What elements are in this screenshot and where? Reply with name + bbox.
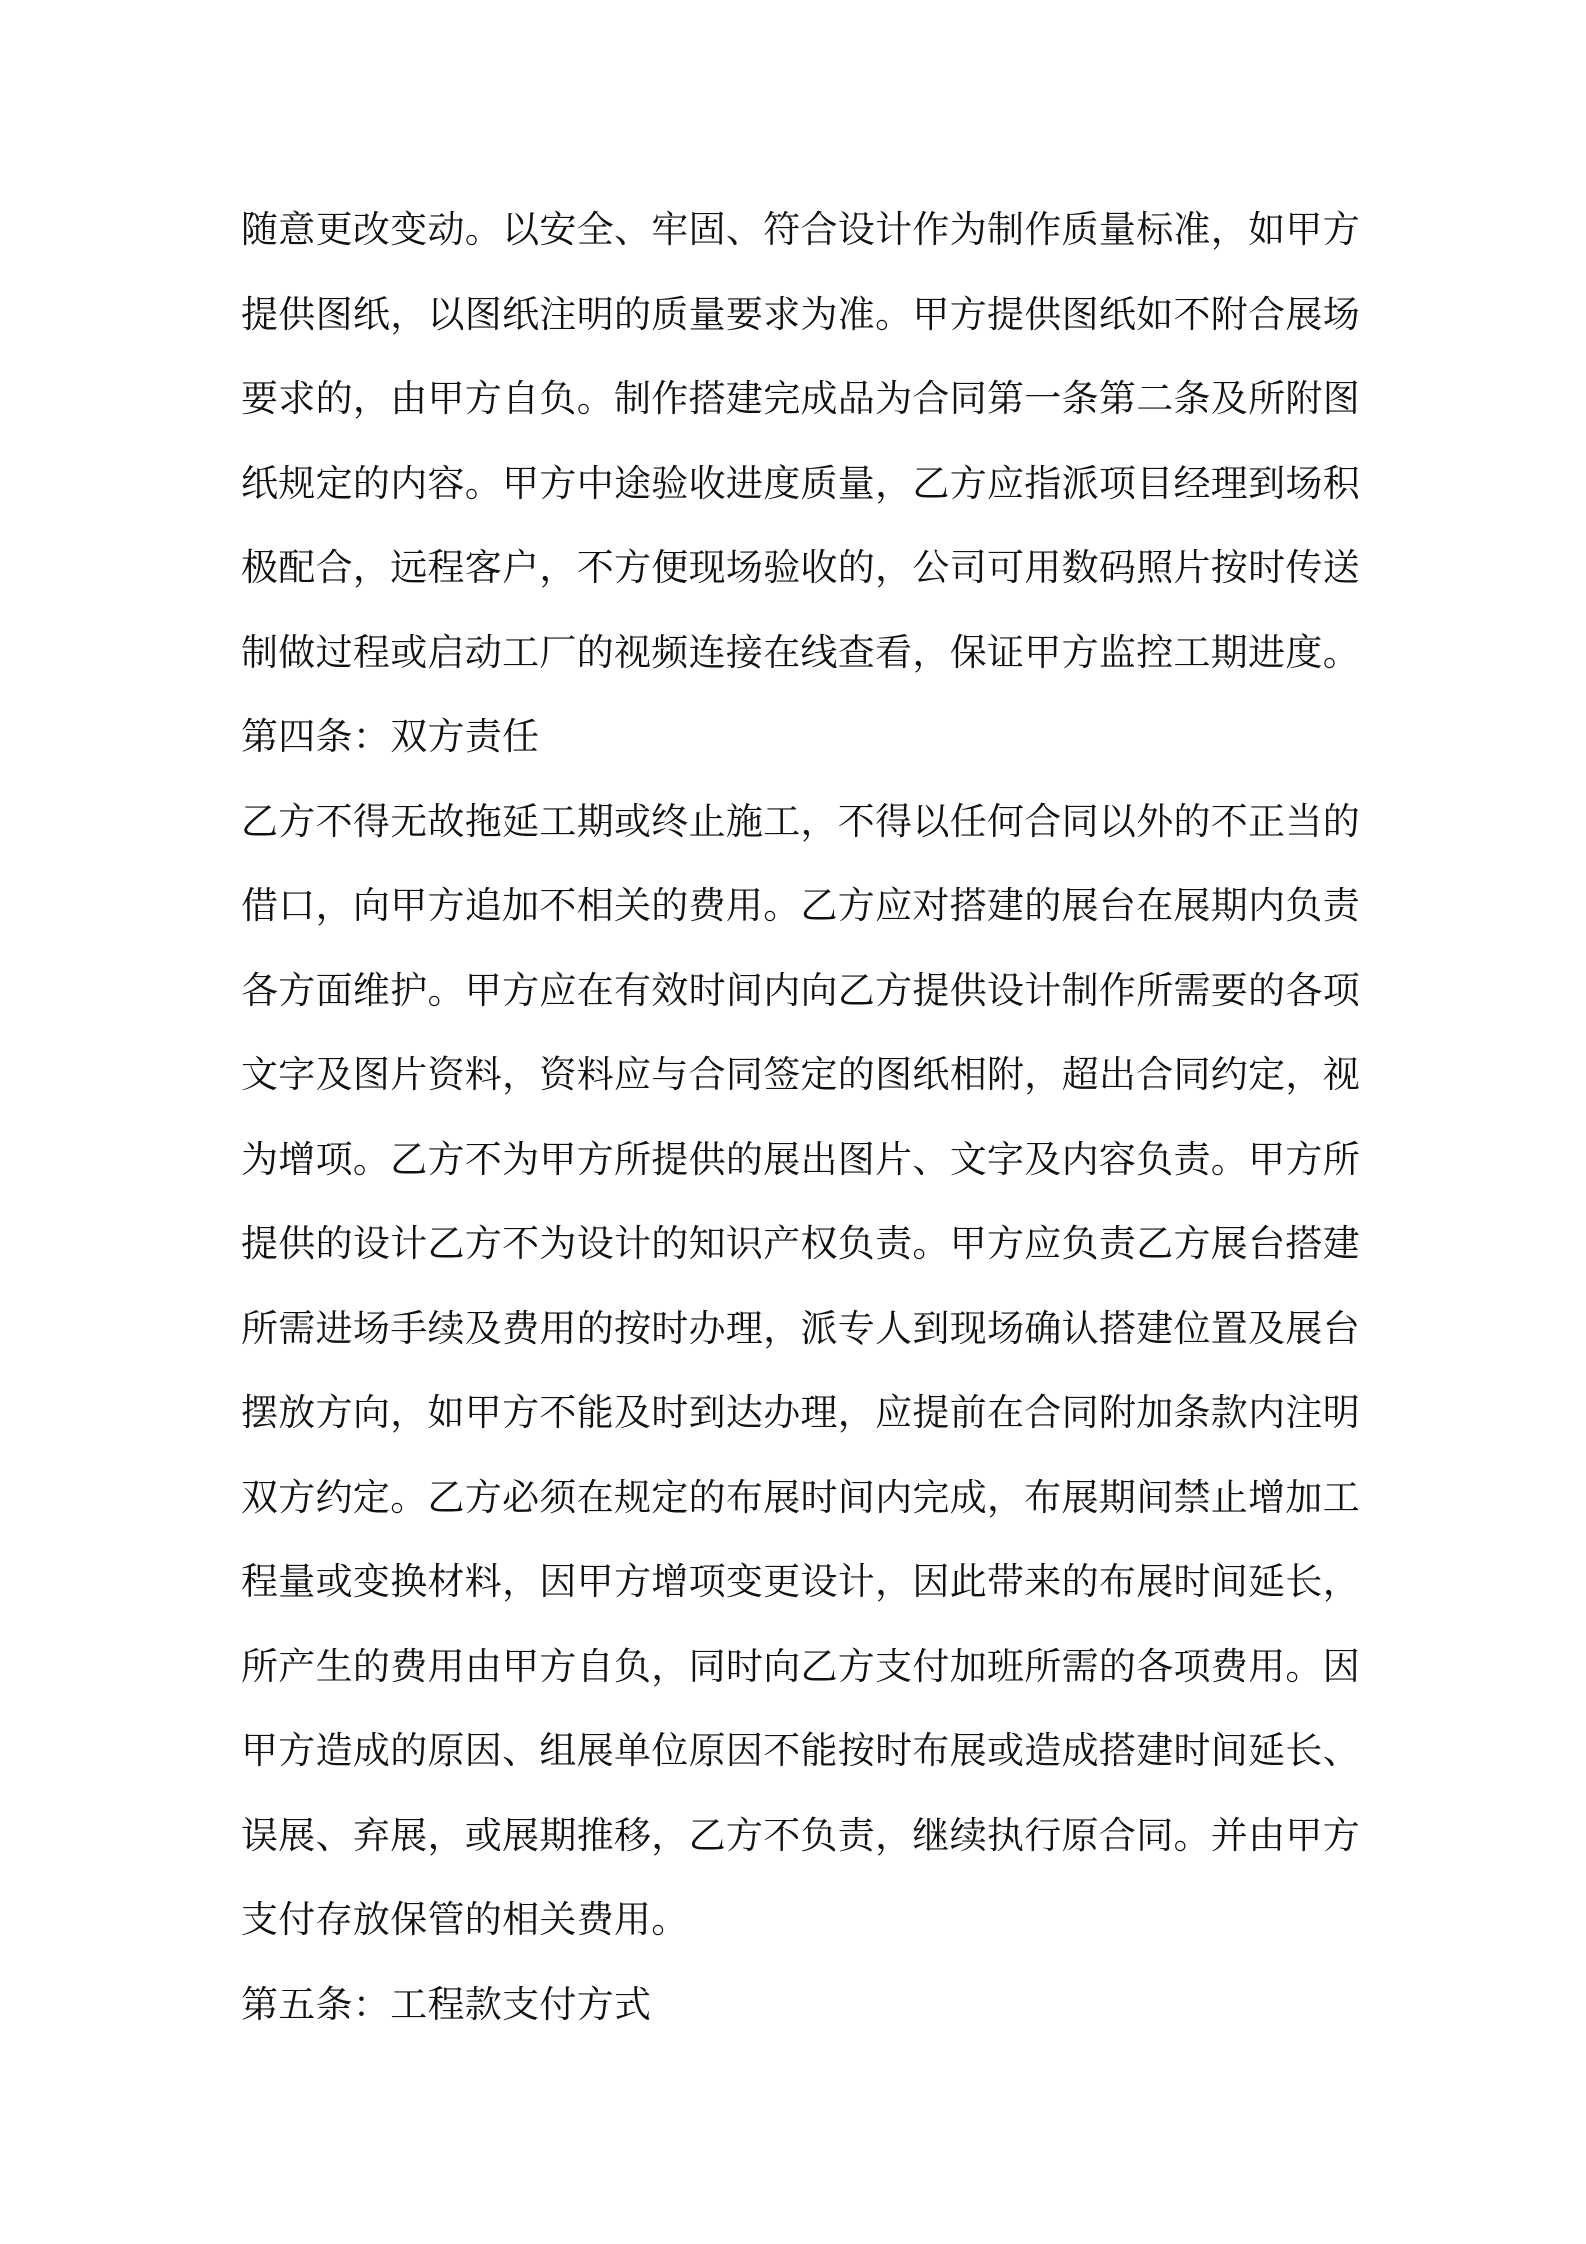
text-line: 要求的，由甲方自负。制作搭建完成品为合同第一条第二条及所附图 xyxy=(241,377,1360,420)
text-line: 支付存放保管的相关费用。 xyxy=(241,1898,689,1941)
text-line: 程量或变换材料，因甲方增项变更设计，因此带来的布展时间延长， xyxy=(241,1560,1360,1603)
text-line: 为增项。乙方不为甲方所提供的展出图片、文字及内容负责。甲方所 xyxy=(241,1137,1360,1181)
text-line: 各方面维护。甲方应在有效时间内向乙方提供设计制作所需要的各项 xyxy=(241,968,1360,1012)
text-line: 纸规定的内容。甲方中途验收进度质量，乙方应指派项目经理到场积 xyxy=(241,461,1360,505)
text-line: 极配合，远程客户，不方便现场验收的，公司可用数码照片按时传送 xyxy=(241,546,1360,589)
text-line: 误展、弃展，或展期推移，乙方不负责，继续执行原合同。并由甲方 xyxy=(241,1813,1360,1857)
section-heading: 第五条：工程款支付方式 xyxy=(241,1982,652,2026)
text-line: 甲方造成的原因、组展单位原因不能按时布展或造成搭建时间延长、 xyxy=(241,1729,1360,1772)
text-line: 摆放方向，如甲方不能及时到达办理，应提前在合同附加条款内注明 xyxy=(241,1391,1360,1434)
text-line: 双方约定。乙方必须在规定的布展时间内完成，布展期间禁止增加工 xyxy=(241,1475,1360,1519)
text-line: 制做过程或启动工厂的视频连接在线查看，保证甲方监控工期进度。 xyxy=(241,630,1360,674)
text-line: 借口，向甲方追加不相关的费用。乙方应对搭建的展台在展期内负责 xyxy=(241,884,1360,927)
document-body xyxy=(241,188,1361,2047)
text-line: 所需进场手续及费用的按时办理，派专人到现场确认搭建位置及展台 xyxy=(241,1306,1360,1350)
text-line: 乙方不得无故拖延工期或终止施工，不得以任何合同以外的不正当的 xyxy=(241,799,1360,843)
section-heading: 第四条：双方责任 xyxy=(241,715,540,758)
text-line: 提供的设计乙方不为设计的知识产权负责。甲方应负责乙方展台搭建 xyxy=(241,1222,1360,1265)
text-line: 所产生的费用由甲方自负，同时向乙方支付加班所需的各项费用。因 xyxy=(241,1644,1360,1688)
text-line: 提供图纸，以图纸注明的质量要求为准。甲方提供图纸如不附合展场 xyxy=(241,292,1360,336)
text-line: 文字及图片资料，资料应与合同签定的图纸相附，超出合同约定，视 xyxy=(241,1053,1360,1096)
text-line: 随意更改变动。以安全、牢固、符合设计作为制作质量标准，如甲方 xyxy=(241,208,1360,251)
